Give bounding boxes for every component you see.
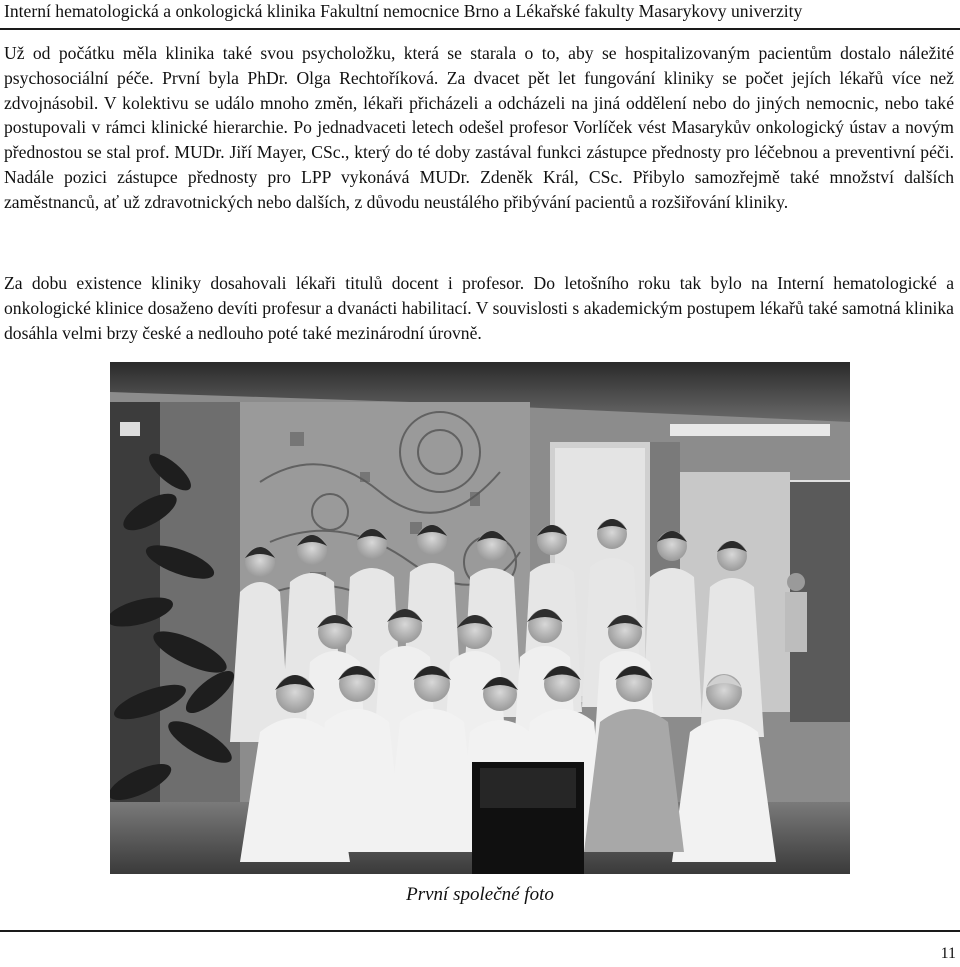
body-paragraph-1: Už od počátku měla klinika také svou psycholožku, která se starala o to, aby se hospitalizovaným pacientům dostalo náležité psychosociální péče. První byla PhDr. Olga Rechtoříková. Za dvacet pět let fungování kliniky se počet jejích lékařů více než zdvojnásobil. V kolektivu se událo mnoho změn, lékaři přicházeli a odcházeli na jiná oddělení nebo do jiných nemocnic, nebo také postupovali v rámci klinické hierarchie. Po jednadvaceti letech odešel profesor Vorlíček vést Masarykův onkologický ústav a novým přednostou se stal prof. MUDr. Jiří Mayer, CSc., který do té doby zastával funkci zástupce přednosty pro léčebnou a preventivní péči. Nadále pozici zástupce přednosty pro LPP vykonává MUDr. Zdeněk Král, CSc. Přibylo samozřejmě také množství dalších zaměstnanců, ať už zdravotnických nebo dalších, z důvodu neustálého přibývání pacientů a rozšiřování kliniky. — [4, 43, 954, 212]
running-header: Interní hematologická a onkologická klinika Fakultní nemocnice Brno a Lékařské fakulty Masarykovy univerzity — [4, 1, 803, 21]
photo-caption: První společné foto — [406, 884, 554, 905]
group-photo-illustration — [110, 362, 850, 874]
header-divider — [0, 28, 960, 30]
body-paragraph-2: Za dobu existence kliniky dosahovali lékaři titulů docent i profesor. Do letošního roku tak bylo na Interní hematologické a onkologické klinice dosaženo devíti profesur a dvanácti habilitací. V souvislosti s akademickým postupem lékařů také samotná klinika dosáhla velmi brzy české a nedlouho poté také mezinárodní úrovně. — [4, 273, 954, 343]
group-photo — [110, 362, 850, 874]
footer-divider — [0, 930, 960, 932]
page-number: 11 — [940, 945, 956, 962]
